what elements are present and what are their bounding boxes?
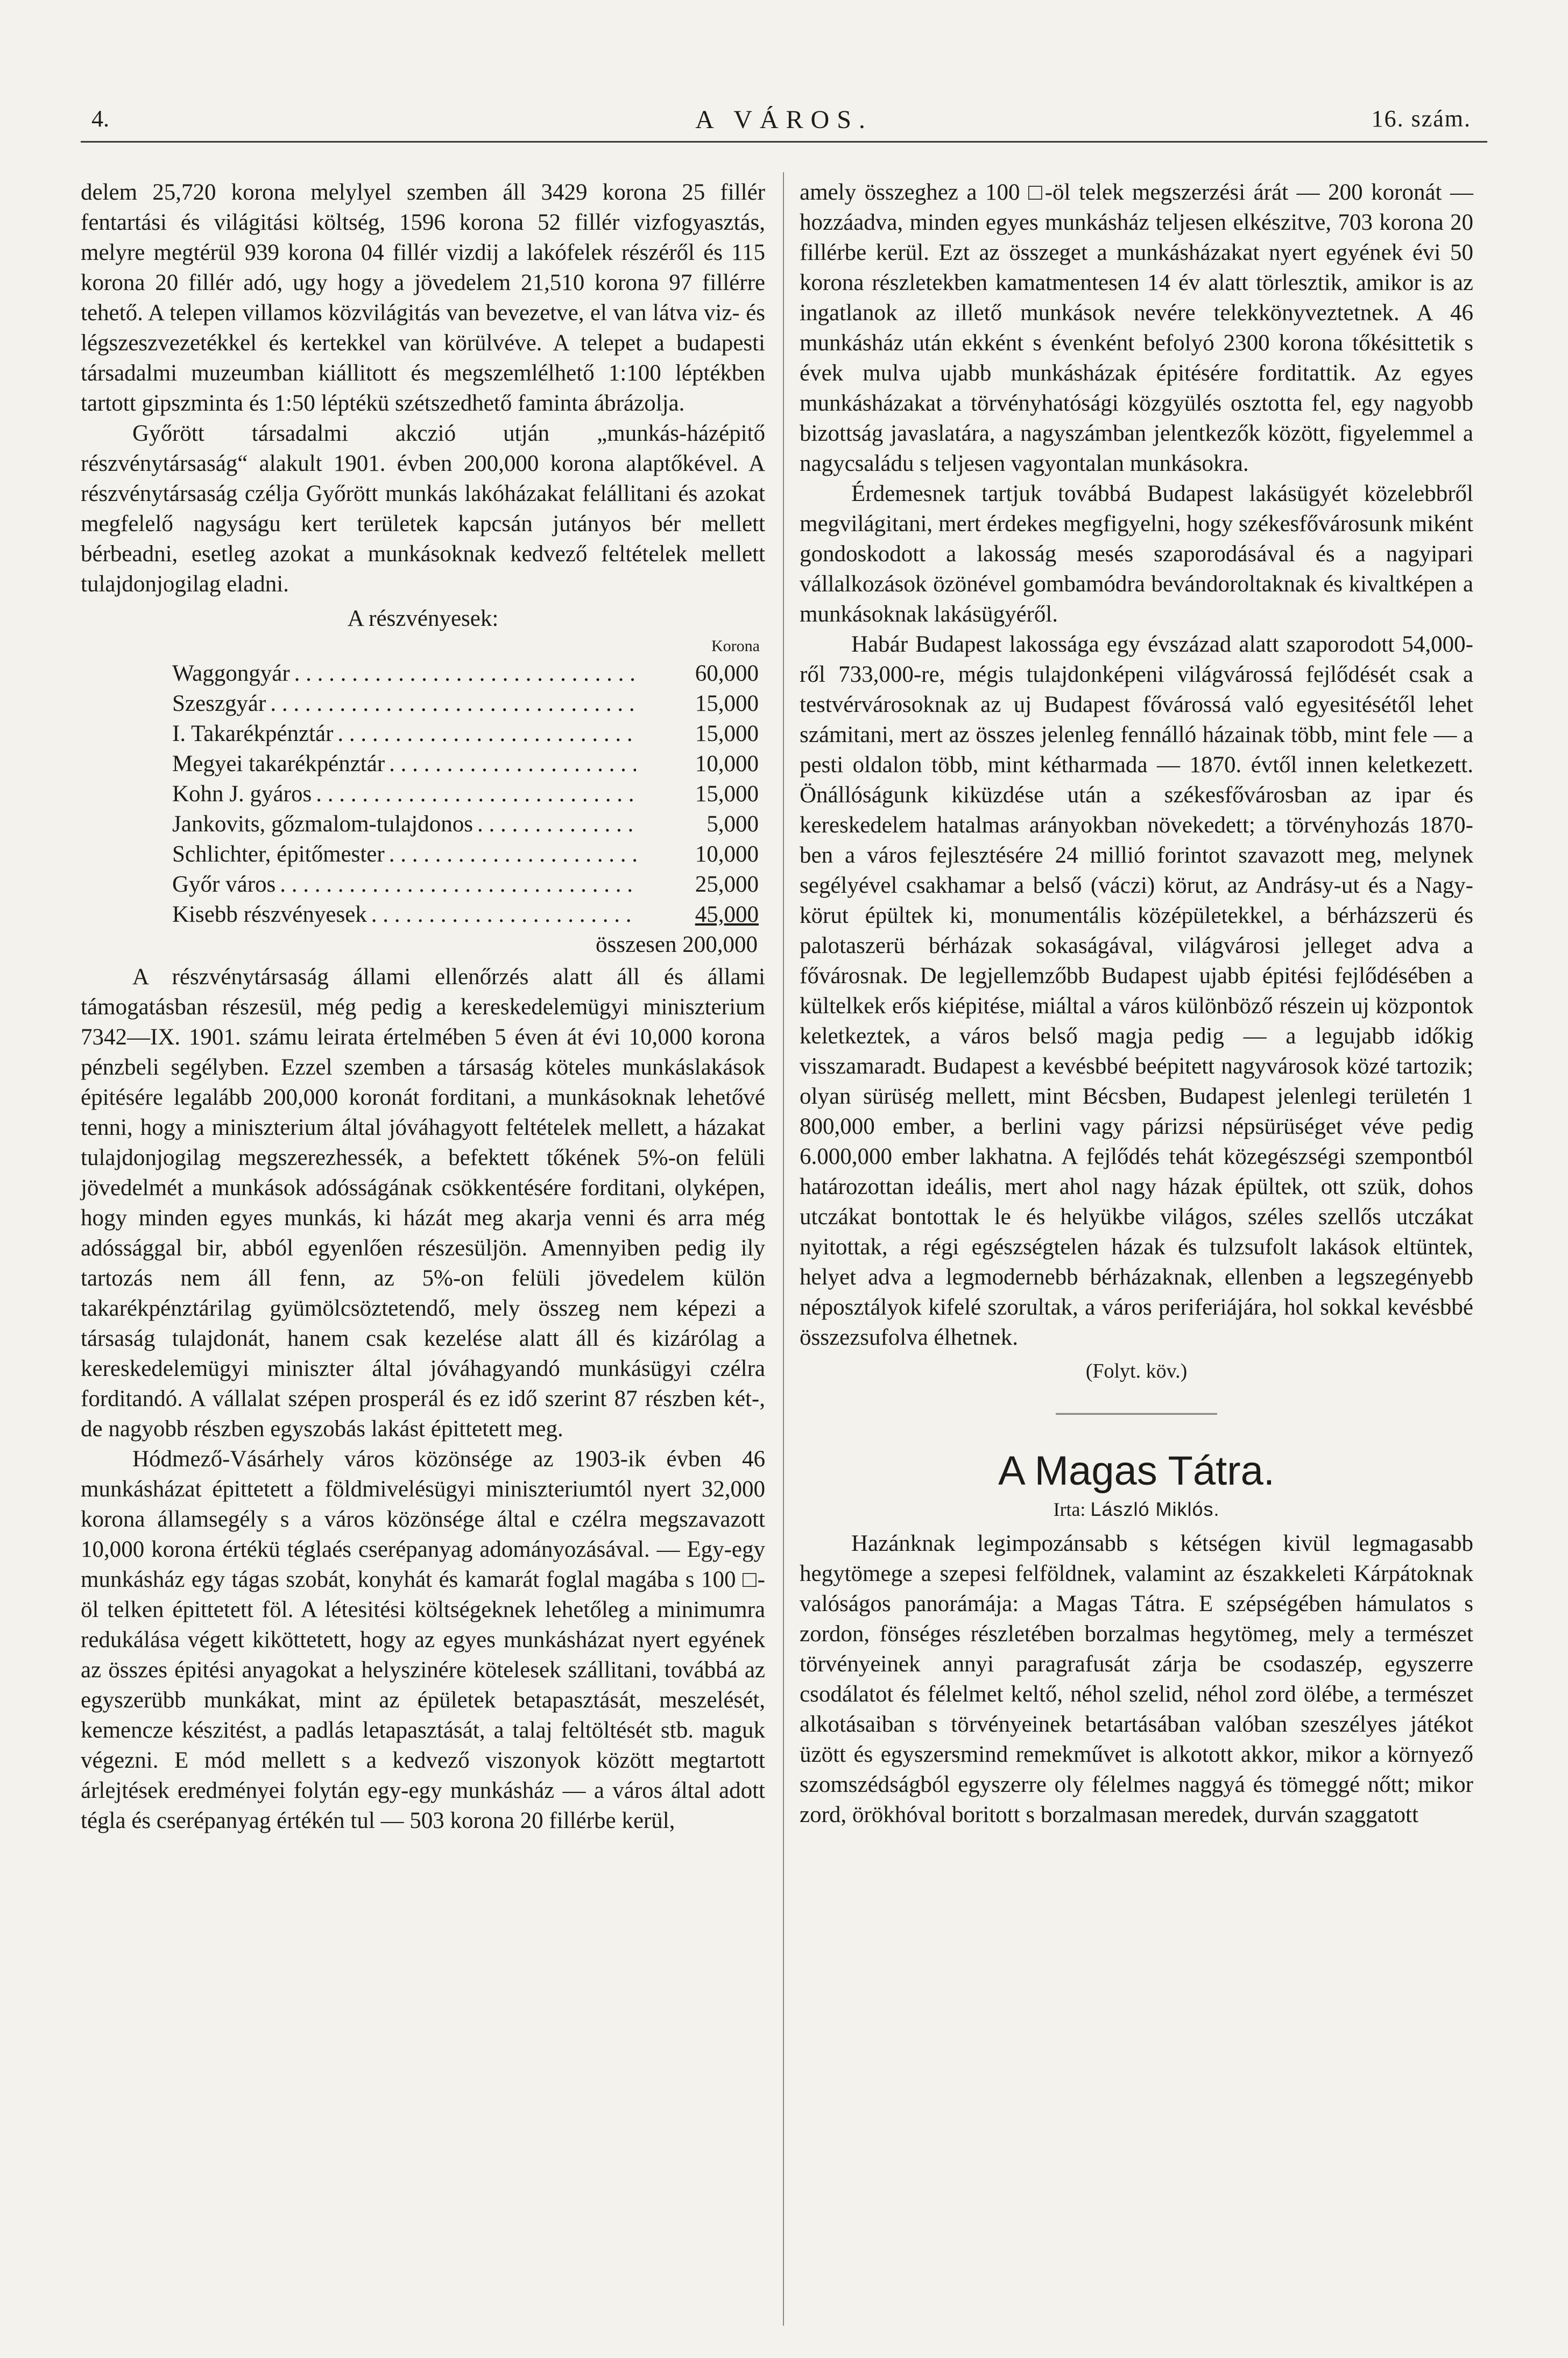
byline-label: Irta:: [1053, 1499, 1086, 1520]
table-row: Győr város . . . 25,000: [172, 870, 759, 900]
table-row: Schlichter, épitőmester . . . 10,000: [172, 839, 759, 870]
continued-note: (Folyt. köv.): [1085, 1360, 1188, 1382]
paragraph: A részvénytársaság állami ellenőrzés alatt áll és állami támogatásban részesül, még pedig a kereskedelemügyi miniszterium 7342—IX. 1901. számu leirata értelmében 5 éven át évi 10,000 korona pénzbeli segélyben. Ezzel szemben a társaság köteles munkáslakások épitésére legalább 200,000 koronát forditani, a munkásoknak lehetővé tenni, hogy a miniszterium által jóváhagyott feltételek mellett, a házakat tulajdonjogilag megszerezhessék, a befektett tőkének 5%-on felüli jövedelmét a munkások adósságának csökkentésére forditani, olyképen, hogy minden egyes munkás, ki házát meg akarja venni és arra még adóssággal bir, abból egyenlően részesüljön. Amennyiben pedig ily tartozás nem áll fenn, az 5%-on felüli jövedelem külön takarékpénztárilag gyümölcsöztetendő, mely összeg nem képezi a társaság tulajdonát, hanem csak kezelése alatt áll és kizárólag a kereskedelemügyi miniszter által jóváhagyandó munkásügyi czélra forditandó. A vállalat szépen prosperál és ez idő szerint 87 részben két-, de nagyobb részben egyszobás lakást épittetett meg.: [81, 964, 765, 1442]
article-byline: [800, 1495, 1473, 1523]
total-row: összesen 200,000: [596, 932, 758, 957]
section-separator: [1056, 1413, 1217, 1415]
article-title: A Magas Tátra.: [998, 1448, 1275, 1494]
left-column: [81, 178, 765, 1836]
page-header: [81, 105, 1487, 137]
paragraph: Hazánknak legimpozánsabb s kétségen kivül legmagasabb hegytömege a szepesi felföldnek, valamint az északkeleti Kárpátoknak valóságos panorámája: a Magas Tátra. E szépségében hámulatos s zordon, fönséges részletében borzalmas hegytömeg, mely a természet törvényeinek annyi paragrafusát zárja be csodaszép, egyszerre csodálatot és félelmet keltő, néhol szelid, néhol zord ölébe, a természet alkotásaiban s törvényeinek betartásában valóban szeszélyes játékot üzött és egyszersmind remekművet is alkotott akkor, mikor a környező szomszédságból egyszerre oly félelmes naggyá és tömeggé nőtt; mikor zord, örökhóval boritott s borzalmasan meredek, durván szaggatott: [800, 1531, 1473, 1827]
issue-number: 16. szám.: [1371, 105, 1471, 132]
journal-title: A VÁROS.: [695, 105, 873, 134]
table-row: Jankovits, gőzmalom-tulajdonos . . . 5,000: [172, 809, 759, 839]
table-row: Kohn J. gyáros . . . 15,000: [172, 779, 759, 809]
shareholders-table: [81, 604, 765, 960]
header-rule: [81, 141, 1487, 143]
right-column: [800, 178, 1473, 1830]
table-row: Szeszgyár . . . 15,000: [172, 689, 759, 719]
table-row: Megyei takarékpénztár . . . 10,000: [172, 749, 759, 779]
paragraph: Győrött társadalmi akczió utján „munkás-házépitő részvénytársaság“ alakult 1901. évben 200,000 korona alaptőkével. A részvénytársaság czélja Győrött munkás lakóházakat felállitani és azokat megfelelő nagyságu kert területek kapcsán jutányos bér mellett bérbeadni, esetleg azokat a munkásoknak kedvező feltételek mellett tulajdonjogilag eladni.: [81, 421, 765, 597]
paragraph: amely összeghez a 100 □-öl telek megszerzési árát — 200 koronát — hozzáadva, minden egyes munkásház teljesen elkészitve, 703 korona 20 fillérbe kerül. Ezt az összeget a munkásházakat nyert egyének évi 50 korona részletekben kamatmentesen 14 év alatt törlesztik, amikor is az ingatlanok az illető munkások nevére telekkönyveztetnek. A 46 munkásház után ekként s évenként befolyó 2300 korona tőkésittetik s évek mulva ujabb munkásházak épitésére forditattik. Az egyes munkásházakat a törvényhatósági közgyülés osztotta fel, egy nagyobb bizottság javaslatára, a nagyszámban jelentkezők között, figyelemmel a nagycsaládu s teljesen vagyontalan munkásokra.: [800, 180, 1473, 476]
author-name: László Miklós.: [1090, 1498, 1220, 1520]
paragraph: delem 25,720 korona melylyel szemben áll 3429 korona 25 fillér fentartási és világitási költség, 1596 korona 52 fillér vizfogyasztás, melyre megtérül 939 korona 04 fillér vizdij a lakófelek részéről és 115 korona 20 fillér adó, ugy hogy a jövedelem 21,510 korona 97 fillérre tehető. A telepen villamos közvilágitás van bevezetve, el van látva viz- és légszeszvezetékkel és kertekkel van körülvéve. A telepet a budapesti társadalmi muzeumban kiállitott és megszemlélhető 1:100 léptékben tartott gipszminta és 1:50 léptékü szétszedhető faminta ábrázolja.: [81, 180, 765, 416]
page-number: 4.: [91, 105, 109, 132]
table-row: Kisebb részvényesek . . . 45,000: [172, 900, 759, 930]
shareholders-title: A részvényesek:: [347, 606, 499, 631]
table-row: Waggongyár . . . 60,000: [172, 659, 759, 689]
paragraph: Habár Budapest lakossága egy évszázad alatt szaporodott 54,000-ről 733,000-re, mégis tulajdonképeni világvárossá fejlődését csak a testvérvárosoknak az uj Budapest fővárossá való egyesitésétől lehet számitani, mert az összes jelenleg fennálló házainak több, mint fele — a pesti oldalon több, mint kétharmada — 1870. évtől innen keletkezett. Önállóságunk kiküzdése után a székesfővárosban az ipar és kereskedelem hatalmas arányokban növekedett; a törvényhozás 1870-ben a város fejlesztésére 24 millió forintot szavazott meg, melynek segélyével csakhamar a belső (váczi) körut, az Andrásy-ut és a Nagy-körut épültek ki, monumentális középületekkel, a bérházszerü és palotaszerü bérházak sokaságával, világvárosi jelleget adva a fővárosnak. De legjellemzőbb Budapest ujabb épitési fejlődésében a kültelkek erős kiépitése, miáltal a város különböző részein uj központok keletkeztek, a város belső magja pedig — a legujabb időkig visszamaradt. Budapest a kevésbbé beépitett nagyvárosok közé tartozik; olyan sürüség mellett, mint Bécsben, Budapest jelenlegi területén 1 800,000 ember, a berlini vagy párizsi népsürüséget véve pedig 6.000,000 ember lakhatna. A fejlődés tehát közegészségi szempontból határozottan ideális, mert ahol nagy házak épültek, ott szük, dohos utczákat bontottak le és helyükbe világos, széles szellős utczákat nyitottak, a régi egészségtelen házak és tulzsufolt lakások eltüntek, helyet adva a legmodernebb bérházaknak, ellenben a legszegényebb néposztályok kifelé szorultak, a város periferiájára, hol sokkal kevésbbé összezsufolva élhetnek.: [800, 632, 1473, 1350]
paragraph: Érdemesnek tartjuk továbbá Budapest lakásügyét közelebbről megvilágitani, mert érdekes megfigyelni, hogy székesfővárosunk miként gondoskodott a lakosság mesés szaporodásával és a nagyipari vállalkozások özönével gombamódra bevándoroltaknak és kivaltképen a munkásoknak lakásügyéről.: [800, 481, 1473, 627]
table-row: I. Takarékpénztár . . . 15,000: [172, 719, 759, 749]
currency-header: Korona: [711, 637, 760, 655]
paragraph: Hódmező-Vásárhely város közönsége az 1903-ik évben 46 munkásházat épittetett a földmivelésügyi miniszteriumtól nyert 32,000 korona államsegély s a város közönsége által e czélra megszavazott 10,000 korona értékü téglaés cserépanyag adományozásával. — Egy-egy munkásház egy tágas szobát, konyhát és kamarát foglal magába s 100 □-öl telken épittetett föl. A létesitési költségeknek lehetőleg a minimumra redukálása végett kiköttetett, hogy az egyes munkásházat nyert egyének az összes épitési anyagokat a helyszinére kötelesek szállitani, továbbá az egyszerübb munkákat, mint az épületek betapasztását, meszelését, kemencze készitést, a padlás letapasztását, a talaj feltöltését stb. maguk végezni. E mód mellett s a kedvező viszonyok között megtartott árlejtések eredményei folytán egy-egy munkásház — a város által adott tégla és cserépanyag értékén tul — 503 korona 20 fillérbe kerül,: [81, 1446, 765, 1833]
column-divider: [783, 172, 784, 2326]
